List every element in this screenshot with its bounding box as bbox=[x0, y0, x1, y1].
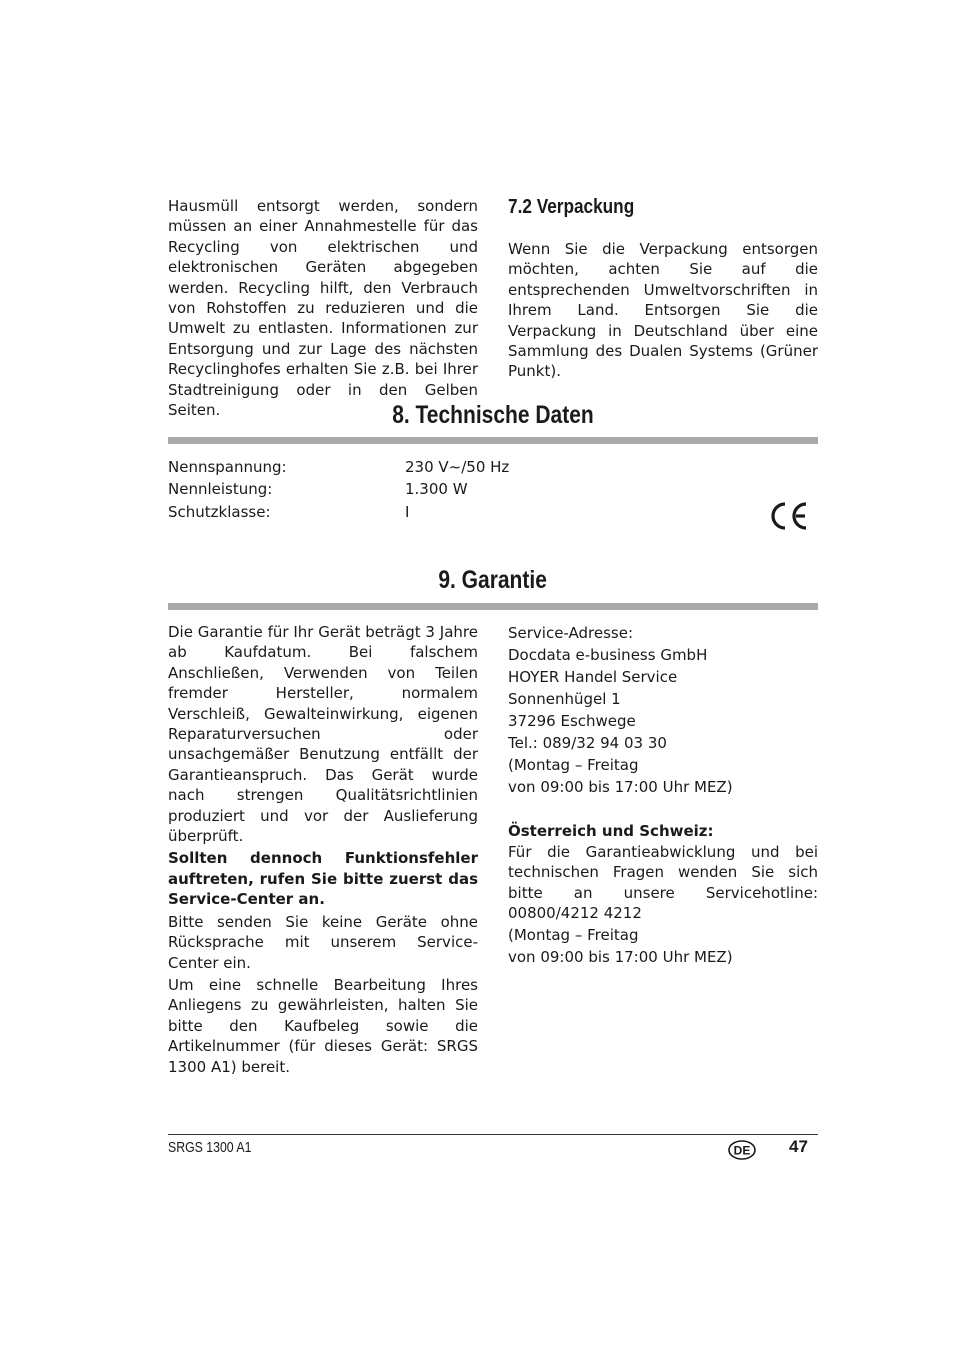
packaging-paragraph: Wenn Sie die Verpackung entsorgen möchten, achten Sie auf die entsprechenden Umweltvorschriften in Ihrem Land. Entsorgen Sie die Verpackung in Deutschland über eine Sammlung des Dualen Systems (Grüner Punkt). bbox=[508, 240, 818, 381]
ce-mark-icon bbox=[768, 500, 810, 532]
disposal-paragraph: Hausmüll entsorgt werden, sondern müssen an einer Annahmestelle für das Recycling von elektrischen und elektronischen Geräten abgegeben werden. Recycling hilft, den Verbrauch von Rohstoffen zu reduzieren und die Umwelt zu entlasten. Informationen zur Entsorgung und zur Lage des nächsten Recyclinghofes erhalten Sie z.B. bei Ihrer Stadtreinigung oder in den Gelben Seiten. bbox=[168, 197, 478, 420]
warranty-title-text: 9. Garantie bbox=[438, 566, 548, 594]
service-address-line: (Montag – Freitag bbox=[508, 756, 639, 774]
spec-value: 1.300 W bbox=[405, 480, 468, 498]
austria-hours-line: (Montag – Freitag bbox=[508, 925, 639, 944]
technical-data-title bbox=[168, 401, 818, 430]
austria-hours-line: von 09:00 bis 17:00 Uhr MEZ) bbox=[508, 947, 733, 966]
technical-data-title-text: 8. Technische Daten bbox=[392, 401, 594, 429]
service-address-line: Service-Adresse: bbox=[508, 624, 634, 642]
service-address-line: von 09:00 bis 17:00 Uhr MEZ) bbox=[508, 778, 733, 796]
warranty-paragraph: Bitte senden Sie keine Geräte ohne Rücksprache mit unserem Service-Center ein. bbox=[168, 912, 478, 972]
warranty-paragraph: Um eine schnelle Bearbeitung Ihres Anliegens zu gewährleisten, halten Sie bitte den Kaufbeleg sowie die Artikelnummer (für dieses Gerät: SRGS 1300 A1) bereit. bbox=[168, 975, 478, 1076]
footer-model-number: SRGS 1300 A1 bbox=[168, 1139, 252, 1156]
austria-switzerland-paragraph: Für die Garantieabwicklung und bei technischen Fragen wenden Sie sich bitte an unsere Servicehotline: 00800/4212 4212 bbox=[508, 843, 818, 923]
technical-data-rule bbox=[168, 437, 818, 444]
spec-row bbox=[168, 478, 588, 500]
warranty-left-column bbox=[168, 622, 478, 1077]
service-address-line: Tel.: 089/32 94 03 30 bbox=[508, 734, 667, 752]
language-badge-icon bbox=[728, 1140, 756, 1160]
warranty-bold-paragraph: Sollten dennoch Funktionsfehler auftreten, rufen Sie bitte zuerst das Service-Center an. bbox=[168, 849, 478, 909]
spec-row bbox=[168, 456, 588, 478]
austria-switzerland-heading: Österreich und Schweiz: bbox=[508, 822, 714, 840]
spec-label: Schutzklasse: bbox=[168, 503, 271, 521]
packaging-heading: 7.2 Verpackung bbox=[508, 196, 635, 218]
service-address-line: Docdata e-business GmbH bbox=[508, 646, 708, 664]
footer-rule bbox=[168, 1134, 818, 1135]
service-address-line: 37296 Eschwege bbox=[508, 712, 636, 730]
spec-row bbox=[168, 501, 588, 523]
warranty-title bbox=[168, 566, 818, 595]
spec-value: I bbox=[405, 503, 410, 521]
service-address-line: Sonnenhügel 1 bbox=[508, 690, 621, 708]
service-address-line: HOYER Handel Service bbox=[508, 668, 678, 686]
warranty-rule bbox=[168, 603, 818, 610]
page-number: 47 bbox=[789, 1137, 808, 1156]
warranty-paragraph: Die Garantie für Ihr Gerät beträgt 3 Jahre ab Kaufdatum. Bei falschem Anschließen, Verwenden von Teilen fremder Hersteller, normalem Verschleiß, Gewalteinwirkung, eigenen Reparaturversuchen oder unsachgemäßer Benutzung entfällt der Garantieanspruch. Das Gerät wurde nach strengen Qualitätsrichtlinien produziert und vor der Auslieferung überprüft. bbox=[168, 623, 478, 846]
spec-value: 230 V~/50 Hz bbox=[405, 458, 510, 476]
spec-label: Nennspannung: bbox=[168, 458, 287, 476]
language-badge-text: DE bbox=[733, 1143, 751, 1158]
spec-label: Nennleistung: bbox=[168, 480, 273, 498]
service-address-block bbox=[508, 622, 818, 968]
